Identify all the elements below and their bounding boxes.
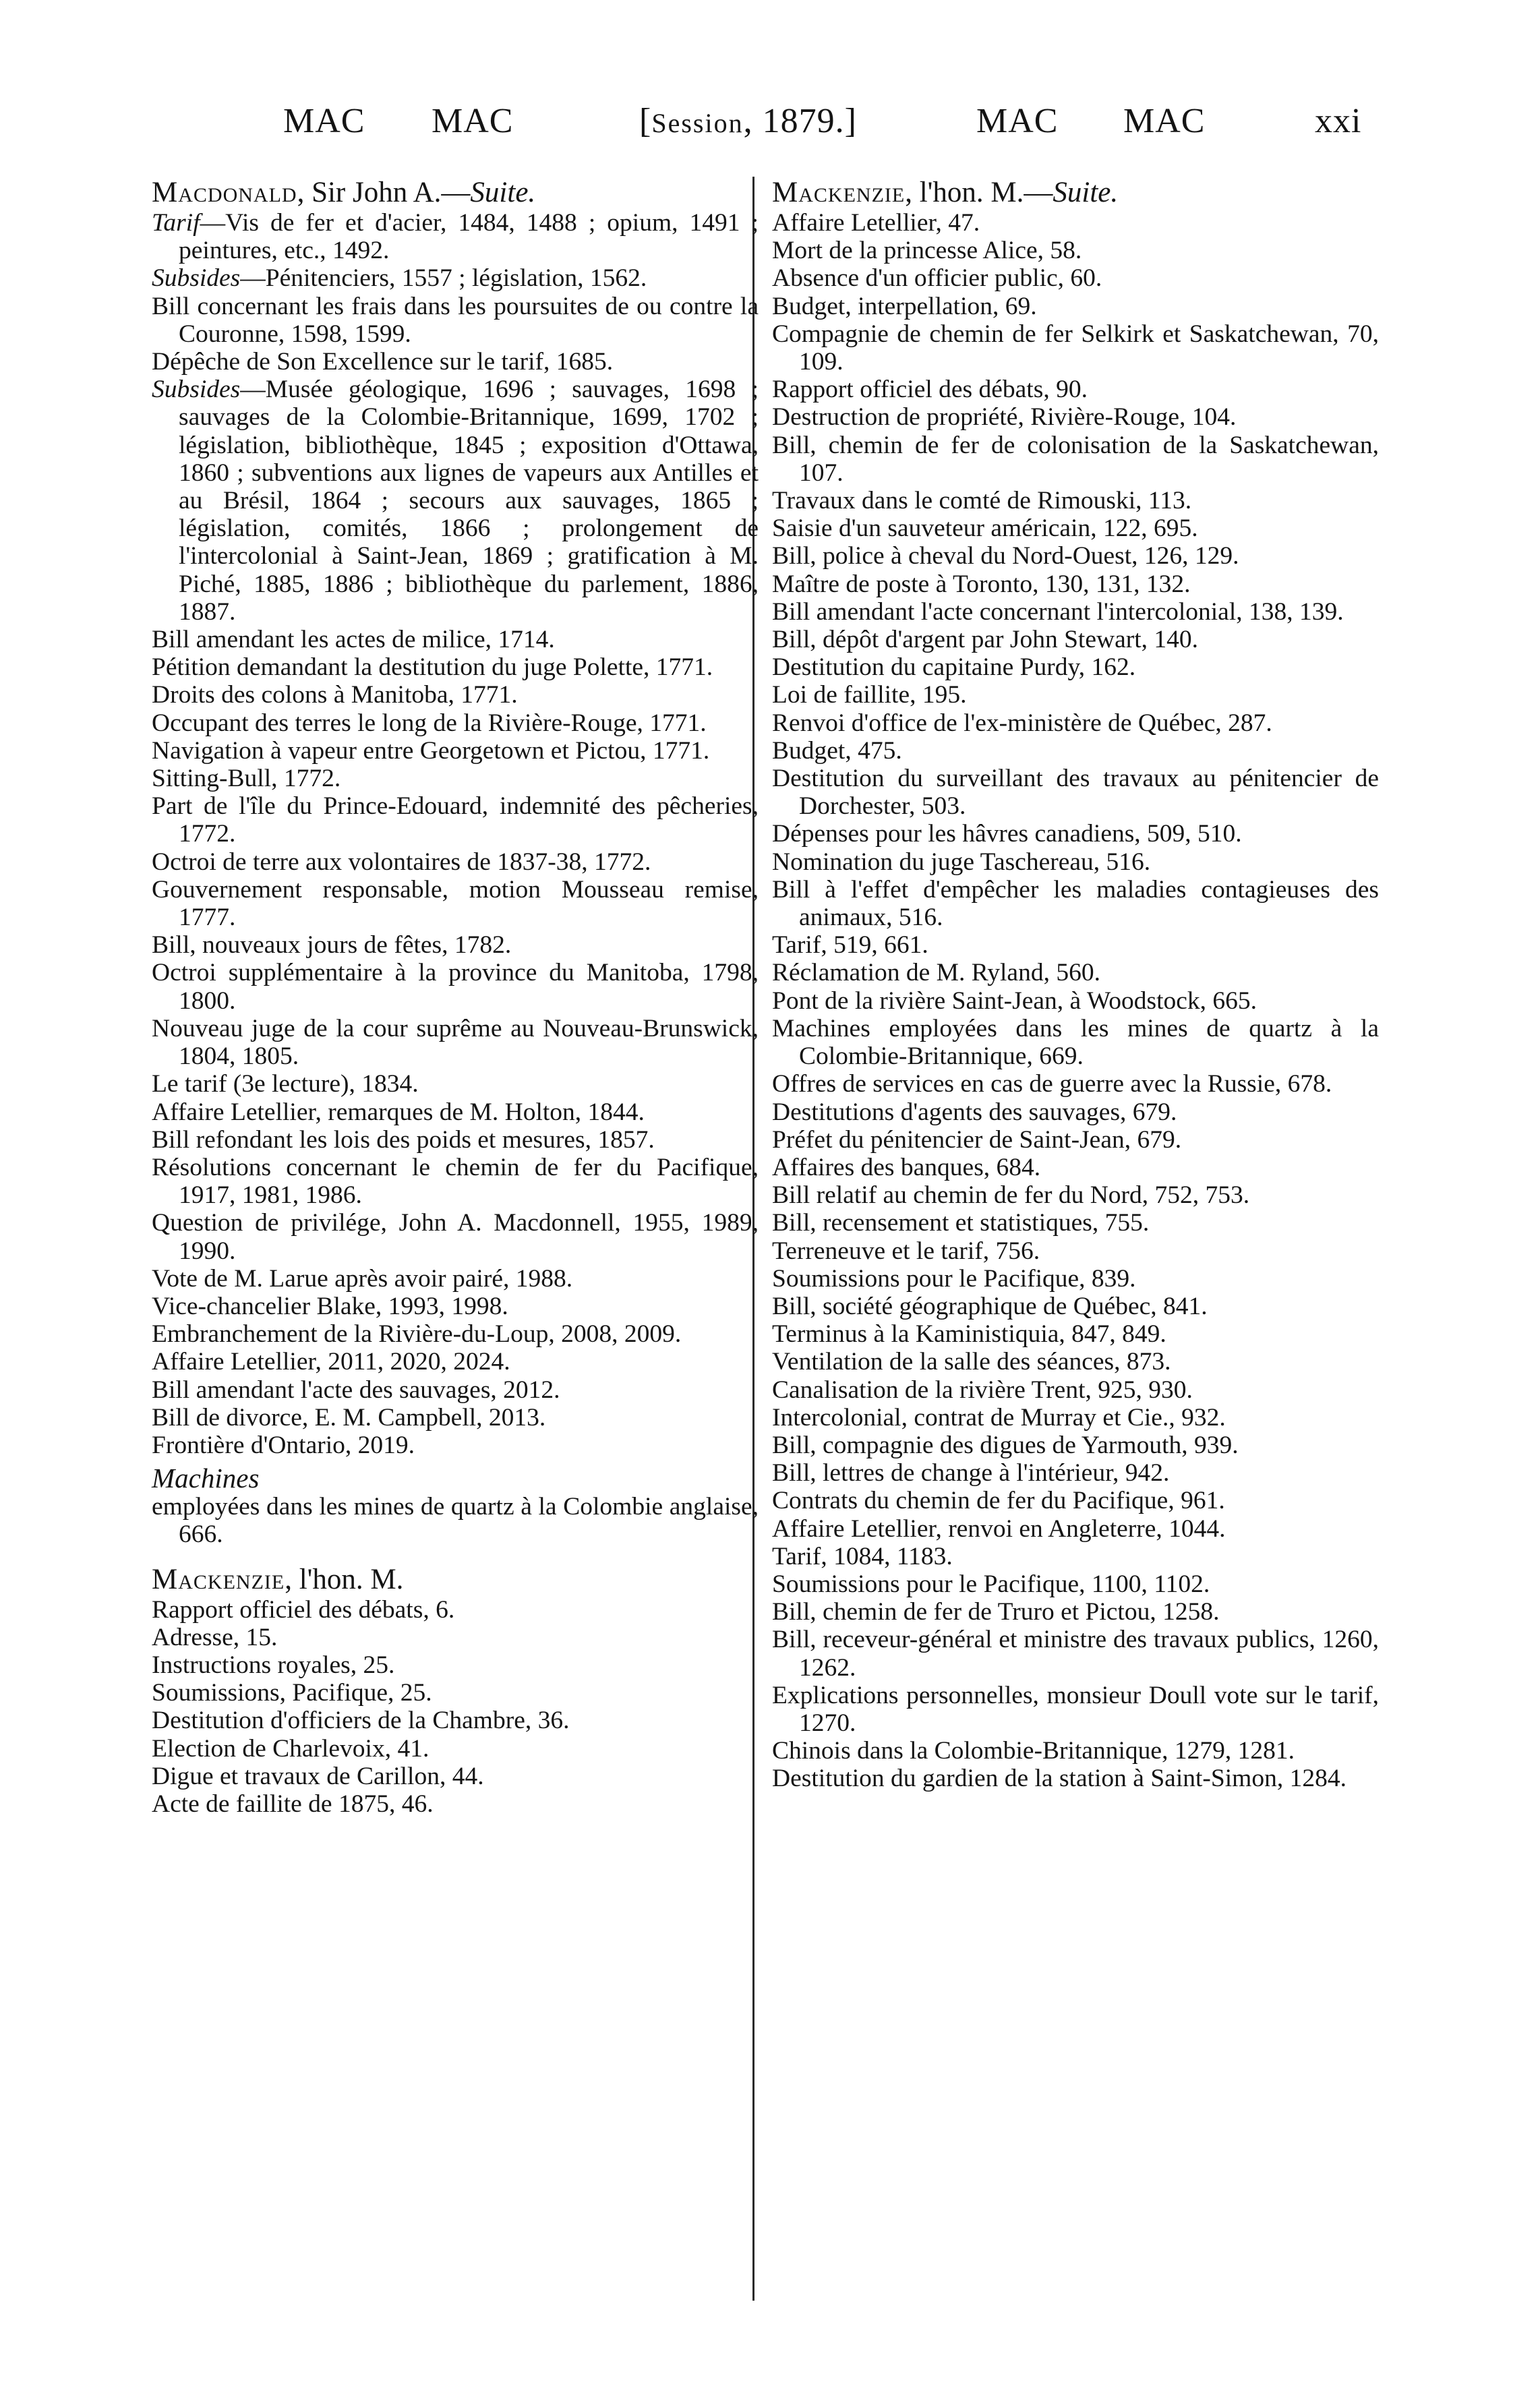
- index-entry: Budget, interpellation, 69.: [772, 292, 1037, 320]
- index-entry: Renvoi d'office de l'ex-ministère de Québec, 287.: [772, 709, 1272, 737]
- entry-text: Le tarif (3e lecture), 1834.: [152, 1070, 419, 1098]
- entry-text: Vote de M. Larue après avoir pairé, 1988.: [152, 1264, 573, 1293]
- index-entry: [152, 876, 759, 931]
- entry-text: Bill, nouveaux jours de fêtes, 1782.: [152, 931, 512, 960]
- index-entry: [152, 653, 759, 681]
- index-entry: Rapport officiel des débats, 90.: [772, 376, 1088, 404]
- entry-text: Pétition demandant la destitution du juge Polette, 1771.: [152, 653, 713, 682]
- index-entry: Bill, lettres de change à l'intérieur, 942.: [772, 1459, 1170, 1487]
- index-entry: Loi de faillite, 195.: [772, 681, 967, 709]
- running-header: [0, 101, 1540, 155]
- index-entry: Bill, compagnie des digues de Yarmouth, 939.: [772, 1431, 1239, 1459]
- entry-text: —Pénitenciers, 1557 ; législation, 1562.: [240, 264, 647, 293]
- index-entry: Maître de poste à Toronto, 130, 131, 132.: [772, 570, 1191, 598]
- index-entry: Tarif, 519, 661.: [772, 931, 928, 960]
- index-entry: Affaire Letellier, 47.: [772, 209, 980, 237]
- mackenzie-entry-list: [152, 1596, 759, 1819]
- index-entry: Pont de la rivière Saint-Jean, à Woodstock, 665.: [772, 986, 1257, 1015]
- index-entry: Contrats du chemin de fer du Pacifique, 961.: [772, 1487, 1225, 1515]
- entry-text: Octroi supplémentaire à la province du Manitoba, 1798, 1800.: [152, 959, 759, 1015]
- index-entry: Election de Charlevoix, 41.: [152, 1734, 430, 1763]
- entry-text: —Vis de fer et d'acier, 1484, 1488 ; opium, 1491 ; peintures, etc., 1492.: [179, 209, 759, 265]
- entry-label: Subsides: [152, 376, 241, 404]
- index-entry: [152, 792, 759, 848]
- index-entry: [152, 1320, 759, 1348]
- left-column: [152, 177, 759, 1818]
- entry-text: Question de privilége, John A. Macdonnell, 1955, 1989, 1990.: [152, 1209, 759, 1265]
- entry-text: Dépêche de Son Excellence sur le tarif, 1685.: [152, 348, 614, 376]
- header-left-guide-1: MAC: [283, 102, 365, 140]
- entry-label: Subsides: [152, 264, 241, 293]
- index-entry: Mort de la princesse Alice, 58.: [772, 237, 1082, 265]
- index-entry: [152, 264, 759, 292]
- entry-text: Bill amendant l'acte des sauvages, 2012.: [152, 1376, 560, 1404]
- entry-label: Tarif: [152, 209, 200, 237]
- index-entry: Canalisation de la rivière Trent, 925, 930.: [772, 1376, 1193, 1404]
- index-entry: Bill, chemin de fer de Truro et Pictou, 1258.: [772, 1598, 1220, 1626]
- index-entry: Digue et travaux de Carillon, 44.: [152, 1762, 484, 1790]
- index-entry: Acte de faillite de 1875, 46.: [152, 1790, 434, 1818]
- index-entry: [152, 1404, 759, 1432]
- index-entry: Bill, chemin de fer de colonisation de la Saskatchewan, 107.: [772, 431, 1379, 487]
- index-entry: Ventilation de la salle des séances, 873.: [772, 1348, 1171, 1376]
- entry-text: Bill amendant les actes de milice, 1714.: [152, 626, 555, 654]
- index-entry: Soumissions pour le Pacifique, 1100, 1102.: [772, 1570, 1210, 1598]
- index-entry: [152, 1265, 759, 1293]
- entry-text: Bill concernant les frais dans les poursuites de ou contre la Couronne, 1598, 1599.: [152, 292, 759, 348]
- index-entry: Préfet du pénitencier de Saint-Jean, 679.: [772, 1125, 1182, 1154]
- entry-text: Part de l'île du Prince-Edouard, indemnité des pêcheries, 1772.: [152, 792, 759, 848]
- entry-text: —Musée géologique, 1696 ; sauvages, 1698 ; sauvages de la Colombie-Britannique, 1699, 1702 ; législation, bibliothèque, 1845 ; exposition d'Ottawa, 1860 ; subventions aux lignes de vapeurs aux Antilles et au Brésil, 1864 ; secours aux sauvages, 1865 ; législation, comités, 1866 ; prolongement de l'intercolonial à Saint-Jean, 1869 ; gratification à M. Piché, 1885, 1886 ; bibliothèque du parlement, 1886, 1887.: [179, 376, 759, 626]
- index-entry: [152, 1015, 759, 1070]
- index-entry: Absence d'un officier public, 60.: [772, 264, 1102, 293]
- index-entry: Tarif, 1084, 1183.: [772, 1542, 953, 1570]
- index-entry: Affaires des banques, 684.: [772, 1153, 1041, 1181]
- machines-entry: employées dans les mines de quartz à la Colombie anglaise, 666.: [152, 1493, 759, 1549]
- index-entry: Machines employées dans les mines de quartz à la Colombie-Britannique, 669.: [772, 1014, 1379, 1071]
- index-heading-mackenzie: Mackenzie, l'hon. M.: [152, 1563, 404, 1595]
- index-entry: Saisie d'un sauveteur américain, 122, 695.: [772, 514, 1198, 543]
- index-entry: Bill, recensement et statistiques, 755.: [772, 1209, 1150, 1237]
- index-entry: [152, 931, 759, 959]
- index-entry: Soumissions pour le Pacifique, 839.: [772, 1264, 1136, 1293]
- index-entry: [152, 1154, 759, 1209]
- index-entry: [152, 293, 759, 348]
- mackenzie-suite-entry-list: [772, 209, 1379, 1793]
- header-left-guide-2: MAC: [432, 102, 514, 140]
- index-entry: Bill amendant l'acte concernant l'intercolonial, 138, 139.: [772, 597, 1344, 626]
- entry-text: Frontière d'Ontario, 2019.: [152, 1431, 415, 1459]
- page-number: xxi: [1315, 102, 1362, 140]
- entry-text: Embranchement de la Rivière-du-Loup, 2008, 2009.: [152, 1320, 682, 1349]
- entry-text: Bill de divorce, E. M. Campbell, 2013.: [152, 1403, 546, 1432]
- header-right-guide-2: MAC: [1123, 102, 1206, 140]
- index-entry: Destitution du gardien de la station à Saint-Simon, 1284.: [772, 1765, 1346, 1793]
- index-entry: Dépenses pour les hâvres canadiens, 509, 510.: [772, 820, 1242, 848]
- entry-text: Sitting-Bull, 1772.: [152, 765, 341, 793]
- index-entry: [152, 709, 759, 737]
- index-entry: [152, 376, 759, 626]
- index-entry: [152, 681, 759, 709]
- index-entry: [152, 1126, 759, 1154]
- index-entry: Destruction de propriété, Rivière-Rouge, 104.: [772, 403, 1237, 432]
- header-session-word: Session: [651, 108, 744, 138]
- index-heading-mackenzie-suite: Mackenzie, l'hon. M.—Suite.: [772, 177, 1119, 208]
- index-entry: [152, 1070, 759, 1098]
- right-column: [772, 177, 1379, 1793]
- index-entry: [152, 848, 759, 876]
- index-entry: Affaire Letellier, renvoi en Angleterre, 1044.: [772, 1514, 1226, 1543]
- index-entry: [152, 1432, 759, 1459]
- index-entry: Budget, 475.: [772, 736, 902, 765]
- index-heading-machines: Machines: [152, 1463, 260, 1494]
- entry-text: Bill refondant les lois des poids et mesures, 1857.: [152, 1125, 655, 1154]
- index-entry: Travaux dans le comté de Rimouski, 113.: [772, 487, 1192, 515]
- entry-text: Résolutions concernant le chemin de fer du Pacifique, 1917, 1981, 1986.: [152, 1153, 759, 1210]
- index-entry: Bill à l'effet d'empêcher les maladies contagieuses des animaux, 516.: [772, 875, 1379, 932]
- index-entry: [152, 1209, 759, 1264]
- index-entry: Chinois dans la Colombie-Britannique, 1279, 1281.: [772, 1737, 1295, 1765]
- entry-text: Gouvernement responsable, motion Mousseau remise, 1777.: [152, 875, 759, 932]
- index-entry: Instructions royales, 25.: [152, 1651, 395, 1679]
- header-session: [Session, 1879.]: [639, 102, 857, 140]
- entry-text: Octroi de terre aux volontaires de 1837-38, 1772.: [152, 848, 651, 876]
- index-entry: Réclamation de M. Ryland, 560.: [772, 959, 1100, 987]
- index-entry: Nomination du juge Taschereau, 516.: [772, 848, 1151, 876]
- entry-text: Affaire Letellier, 2011, 2020, 2024.: [152, 1348, 510, 1376]
- entry-text: Occupant des terres le long de la Rivière-Rouge, 1771.: [152, 709, 707, 737]
- index-entry: Terreneuve et le tarif, 756.: [772, 1237, 1040, 1265]
- index-entry: Intercolonial, contrat de Murray et Cie., 932.: [772, 1403, 1226, 1432]
- index-entry: [152, 1293, 759, 1320]
- entry-text: Vice-chancelier Blake, 1993, 1998.: [152, 1292, 508, 1320]
- index-entry: Offres de services en cas de guerre avec la Russie, 678.: [772, 1070, 1332, 1098]
- entry-text: Nouveau juge de la cour suprême au Nouveau-Brunswick, 1804, 1805.: [152, 1014, 759, 1071]
- index-entry: Bill, police à cheval du Nord-Ouest, 126, 129.: [772, 542, 1239, 570]
- index-entry: Soumissions, Pacifique, 25.: [152, 1679, 432, 1707]
- entry-text: Affaire Letellier, remarques de M. Holton, 1844.: [152, 1098, 645, 1126]
- entry-text: Droits des colons à Manitoba, 1771.: [152, 681, 518, 709]
- index-entry: Bill, receveur-général et ministre des travaux publics, 1260, 1262.: [772, 1626, 1379, 1682]
- index-entry: [152, 626, 759, 653]
- index-entry: [152, 1376, 759, 1404]
- index-entry: Destitutions d'agents des sauvages, 679.: [772, 1098, 1177, 1126]
- index-entry: [152, 737, 759, 765]
- index-entry: Bill, société géographique de Québec, 841.: [772, 1292, 1208, 1320]
- index-entry: Adresse, 15.: [152, 1623, 278, 1651]
- index-entry: Compagnie de chemin de fer Selkirk et Saskatchewan, 70, 109.: [772, 320, 1379, 376]
- header-right-guide-1: MAC: [976, 102, 1059, 140]
- index-entry: Terminus à la Kaministiquia, 847, 849.: [772, 1320, 1166, 1349]
- index-heading-macdonald: Macdonald, Sir John A.—Suite.: [152, 177, 536, 208]
- index-entry: [152, 1348, 759, 1376]
- entry-text: Navigation à vapeur entre Georgetown et Pictou, 1771.: [152, 736, 710, 765]
- index-entry: Bill relatif au chemin de fer du Nord, 752, 753.: [772, 1181, 1250, 1210]
- index-entry: [152, 209, 759, 264]
- index-entry: Rapport officiel des débats, 6.: [152, 1595, 455, 1624]
- index-entry: [152, 959, 759, 1014]
- index-entry: [152, 765, 759, 792]
- index-entry: Explications personnelles, monsieur Doull vote sur le tarif, 1270.: [772, 1681, 1379, 1737]
- index-entry: Destitution d'officiers de la Chambre, 36.: [152, 1707, 570, 1735]
- index-entry: Bill, dépôt d'argent par John Stewart, 140.: [772, 626, 1199, 654]
- index-entry: Destitution du capitaine Purdy, 162.: [772, 653, 1136, 682]
- macdonald-entry-list: [152, 209, 759, 1459]
- index-entry: Destitution du surveillant des travaux au pénitencier de Dorchester, 503.: [772, 765, 1379, 821]
- index-entry: [152, 1098, 759, 1126]
- index-entry: [152, 348, 759, 376]
